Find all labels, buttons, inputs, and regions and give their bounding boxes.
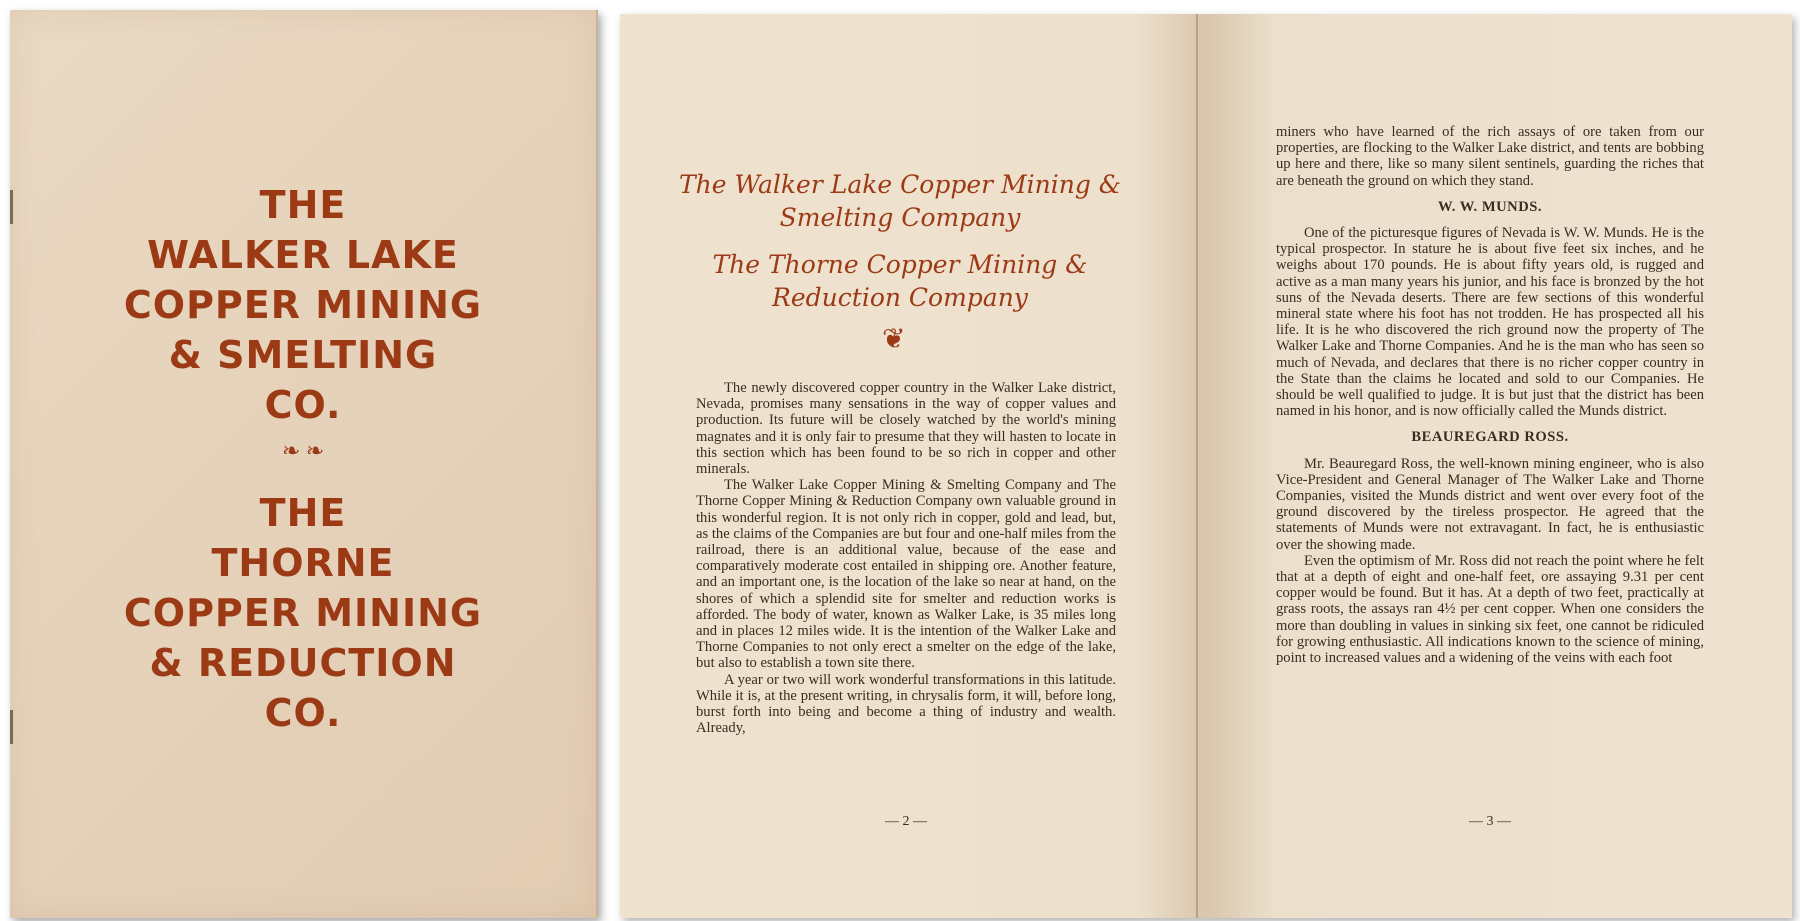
cover-title-walker-lake	[10, 180, 596, 430]
cover-title-line: & REDUCTION	[149, 641, 457, 685]
leaf-ornament-icon: ❦	[882, 324, 906, 355]
cover-title-line: COPPER MINING	[123, 591, 483, 635]
page-2-body	[696, 380, 1116, 736]
page-gutter	[1196, 14, 1198, 918]
heading-walker-lake-company	[670, 168, 1130, 234]
section-title-munds: W. W. MUNDS.	[1438, 198, 1542, 215]
page-number: — 3 —	[1469, 814, 1511, 829]
paragraph: A year or two will work wonderful transformations in this latitude. While it is, at the present writing, in chrysalis form, it will, before long, burst forth into being and become a thing of industry and wealth. Already,	[696, 671, 1116, 737]
cover-title-line: WALKER LAKE	[147, 233, 459, 277]
cover-title-line: THE	[259, 183, 347, 227]
paragraph: miners who have learned of the rich assays of ore taken from our properties, are flocking to the Walker Lake district, and tents are bobbing up here and there, like so many silent sentinels, guarding the riches that are beneath the ground on which they stand.	[1276, 124, 1704, 189]
cover-title-thorne	[10, 488, 596, 738]
page-3-body	[1276, 124, 1704, 666]
section-title-ross: BEAUREGARD ROSS.	[1411, 429, 1569, 446]
heading-line: The Walker Lake Copper Mining &	[678, 170, 1122, 199]
booklet-cover	[10, 10, 598, 918]
paragraph: The newly discovered copper country in the Walker Lake district, Nevada, promises many sensations in the way of copper values and production. Its future will be closely watched by the world's mining magnates and it is only fair to presume that they will hasten to locate in this section which has been found to be so rich in copper and other minerals.	[696, 380, 1116, 478]
paragraph: One of the picturesque figures of Nevada is W. W. Munds. He is the typical prospector. In stature he is about five feet six inches, and he weighs about 170 pounds. He is about fifty years old, is rugged and active as a man many years his junior, and his face is bronzed by the hot suns of the Nevada deserts. There are few sections of this wonderful mineral state where his foot has not trodden. He has prospected all his life. It is he who discovered the rich ground now the property of The Walker Lake and Thorne Companies. And he is the man who has seen so much of Nevada, and declares that there is no richer copper country in the State than the claims he located and sold to our Companies. He should be well qualified to judge. It is but just that the district has been named in his honor, and is now officially called the Munds district.	[1276, 225, 1704, 420]
heading-thorne-company	[670, 248, 1130, 314]
cover-title-line: THE	[259, 491, 347, 535]
cover-title-line: THORNE	[211, 541, 395, 585]
cover-title-line: CO.	[264, 691, 342, 735]
paragraph: Even the optimism of Mr. Ross did not reach the point where he felt that at a depth of eight and one-half feet, ore assaying 9.31 per cent copper would be found. But it has. At a depth of two feet, practically at grass roots, the assays ran 4½ per cent copper. When one considers the more than doubling in values in sinking six feet, one cannot be ridiculed for growing enthusiastic. All indications known to the science of mining, point to increased values and a widening of the veins with each foot	[1276, 552, 1704, 667]
cover-ornament: ❧ ❧	[281, 438, 325, 463]
paragraph: Mr. Beauregard Ross, the well-known mining engineer, who is also Vice-President and General Manager of The Walker Lake and Thorne Companies, visited the Munds district and went over every foot of the ground discovered by the tireless prospector. He agreed that the statements of Munds were not extravagant. In fact, he is enthusiastic over the showing made.	[1276, 455, 1704, 553]
paragraph: The Walker Lake Copper Mining & Smelting Company and The Thorne Copper Mining & Reduction Company own valuable ground in this wonderful region. It is not only rich in copper, gold and lead, but, as the claims of the Companies are but four and one-half miles from the railroad, there is an additional value, because of the ease and comparatively moderate cost entailed in shipping ore. Another feature, and an important one, is the location of the lake so near at hand, on the shores of which a splendid site for smelter and reduction works is afforded. The body of water, known as Walker Lake, is 35 miles long and in places 12 miles wide. It is the intention of the Walker Lake and Thorne Companies to not only erect a smelter on the edge of the lake, but also to establish a town site there.	[696, 477, 1116, 672]
heading-line: Smelting Company	[779, 203, 1021, 232]
cover-title-line: COPPER MINING	[123, 283, 483, 327]
page-number: — 2 —	[885, 814, 927, 829]
cover-title-line: CO.	[264, 383, 342, 427]
booklet-inside-spread	[620, 14, 1792, 918]
heading-line: The Thorne Copper Mining &	[712, 250, 1088, 279]
heading-line: Reduction Company	[772, 283, 1028, 312]
cover-title-line: & SMELTING	[168, 333, 438, 377]
